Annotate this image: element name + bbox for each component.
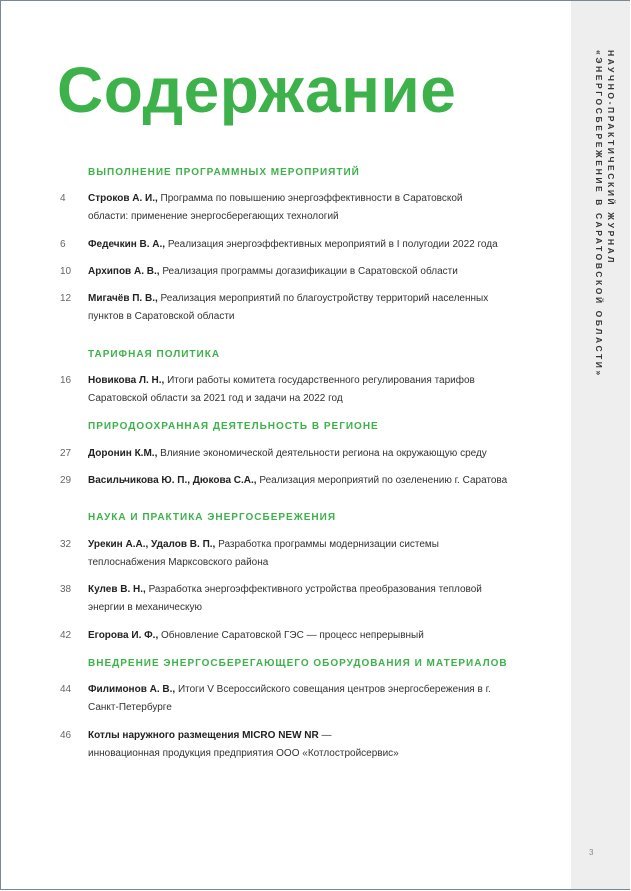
toc-entry[interactable]: [60, 472, 540, 490]
toc-author: Новикова Л. Н.,: [88, 375, 165, 386]
toc-author: Егорова И. Ф.,: [88, 630, 159, 641]
toc-title: Реализация мероприятий по благоустройству территорий населенных: [157, 293, 489, 304]
page-title: Содержание: [57, 54, 457, 126]
toc-entry[interactable]: [60, 290, 540, 326]
toc-author: Филимонов А. В.,: [88, 684, 176, 695]
toc-title: Реализация энергоэффективных мероприятий в I полугодии 2022 года: [165, 239, 498, 250]
toc-title-cont: теплоснабжения Марксовского района: [88, 557, 269, 568]
page-number: 3: [589, 848, 594, 857]
toc-entry[interactable]: [60, 581, 540, 617]
toc-title: Итоги V Всероссийского совещания центров энергосбережения в г.: [175, 684, 491, 695]
toc-title: Реализация мероприятий по озеленению г. Саратова: [256, 475, 508, 486]
toc-page-number: 32: [60, 539, 72, 550]
toc-title: Влияние экономической деятельности региона на окружающую среду: [157, 448, 487, 459]
toc-page-number: 27: [60, 448, 72, 459]
toc-title: Итоги работы комитета государственного регулирования тарифов: [164, 375, 475, 386]
toc-title-cont: пунктов в Саратовской области: [88, 311, 235, 322]
toc-page-number: 10: [60, 266, 72, 277]
toc-title-cont: энергии в механическую: [88, 602, 202, 613]
toc-page-number: 42: [60, 630, 72, 641]
toc-entry[interactable]: [60, 727, 540, 763]
toc-entry[interactable]: [60, 445, 540, 463]
toc-author: Васильчикова Ю. П., Дюкова С.А.,: [88, 475, 257, 486]
toc-author: Кулев В. Н.,: [88, 584, 146, 595]
toc-title-cont: инновационная продукция предприятия ООО «Котлостройсервис»: [88, 748, 399, 759]
toc-title: Реализация программы догазификации в Саратовской области: [159, 266, 458, 277]
section-heading: ВЫПОЛНЕНИЕ ПРОГРАММНЫХ МЕРОПРИЯТИЙ: [88, 167, 360, 178]
toc-page-number: 6: [60, 239, 66, 250]
toc-page-number: 12: [60, 293, 72, 304]
section-heading: ПРИРОДООХРАННАЯ ДЕЯТЕЛЬНОСТЬ В РЕГИОНЕ: [88, 421, 379, 432]
toc-entry[interactable]: [60, 627, 540, 645]
toc-title-cont: области: применение энергосберегающих технологий: [88, 211, 339, 222]
toc-page-number: 16: [60, 375, 72, 386]
toc-entry[interactable]: [60, 681, 540, 717]
toc-author: Строков А. И.,: [88, 193, 158, 204]
toc-title: Программа по повышению энергоэффективности в Саратовской: [157, 193, 463, 204]
journal-line-1: НАУЧНО-ПРАКТИЧЕСКИЙ ЖУРНАЛ: [606, 50, 616, 266]
toc-title: Разработка энергоэффективного устройства преобразования тепловой: [145, 584, 482, 595]
section-heading: ВНЕДРЕНИЕ ЭНЕРГОСБЕРЕГАЮЩЕГО ОБОРУДОВАНИЯ И МАТЕРИАЛОВ: [88, 658, 508, 669]
toc-title-cont: Санкт-Петербурге: [88, 702, 172, 713]
toc-author: Архипов А. В.,: [88, 266, 160, 277]
journal-name: [591, 50, 617, 410]
toc-title-cont: Саратовской области за 2021 год и задачи на 2022 год: [88, 393, 343, 404]
toc-page-number: 29: [60, 475, 72, 486]
section-heading: ТАРИФНАЯ ПОЛИТИКА: [88, 349, 221, 360]
toc-page-number: 44: [60, 684, 72, 695]
toc-author: Мигачёв П. В.,: [88, 293, 158, 304]
toc-title: Обновление Саратовской ГЭС — процесс непрерывный: [158, 630, 424, 641]
toc-title: —: [318, 730, 332, 741]
toc-entry[interactable]: [60, 372, 540, 408]
toc-author: Котлы наружного размещения MICRO NEW NR: [88, 730, 319, 741]
toc-title: Разработка программы модернизации системы: [215, 539, 439, 550]
toc-entry[interactable]: [60, 190, 540, 226]
toc-author: Доронин К.М.,: [88, 448, 158, 459]
toc-entry[interactable]: [60, 263, 540, 281]
journal-line-2: «ЭНЕРГОСБЕРЕЖЕНИЕ В САРАТОВСКОЙ ОБЛАСТИ»: [594, 50, 604, 378]
toc-entry[interactable]: [60, 236, 540, 254]
section-heading: НАУКА И ПРАКТИКА ЭНЕРГОСБЕРЕЖЕНИЯ: [88, 512, 337, 523]
toc-author: Федечкин В. А.,: [88, 239, 166, 250]
toc-page-number: 46: [60, 730, 72, 741]
toc-page-number: 38: [60, 584, 72, 595]
toc-page-number: 4: [60, 193, 66, 204]
toc-entry[interactable]: [60, 536, 540, 572]
toc-author: Урекин А.А., Удалов В. П.,: [88, 539, 216, 550]
